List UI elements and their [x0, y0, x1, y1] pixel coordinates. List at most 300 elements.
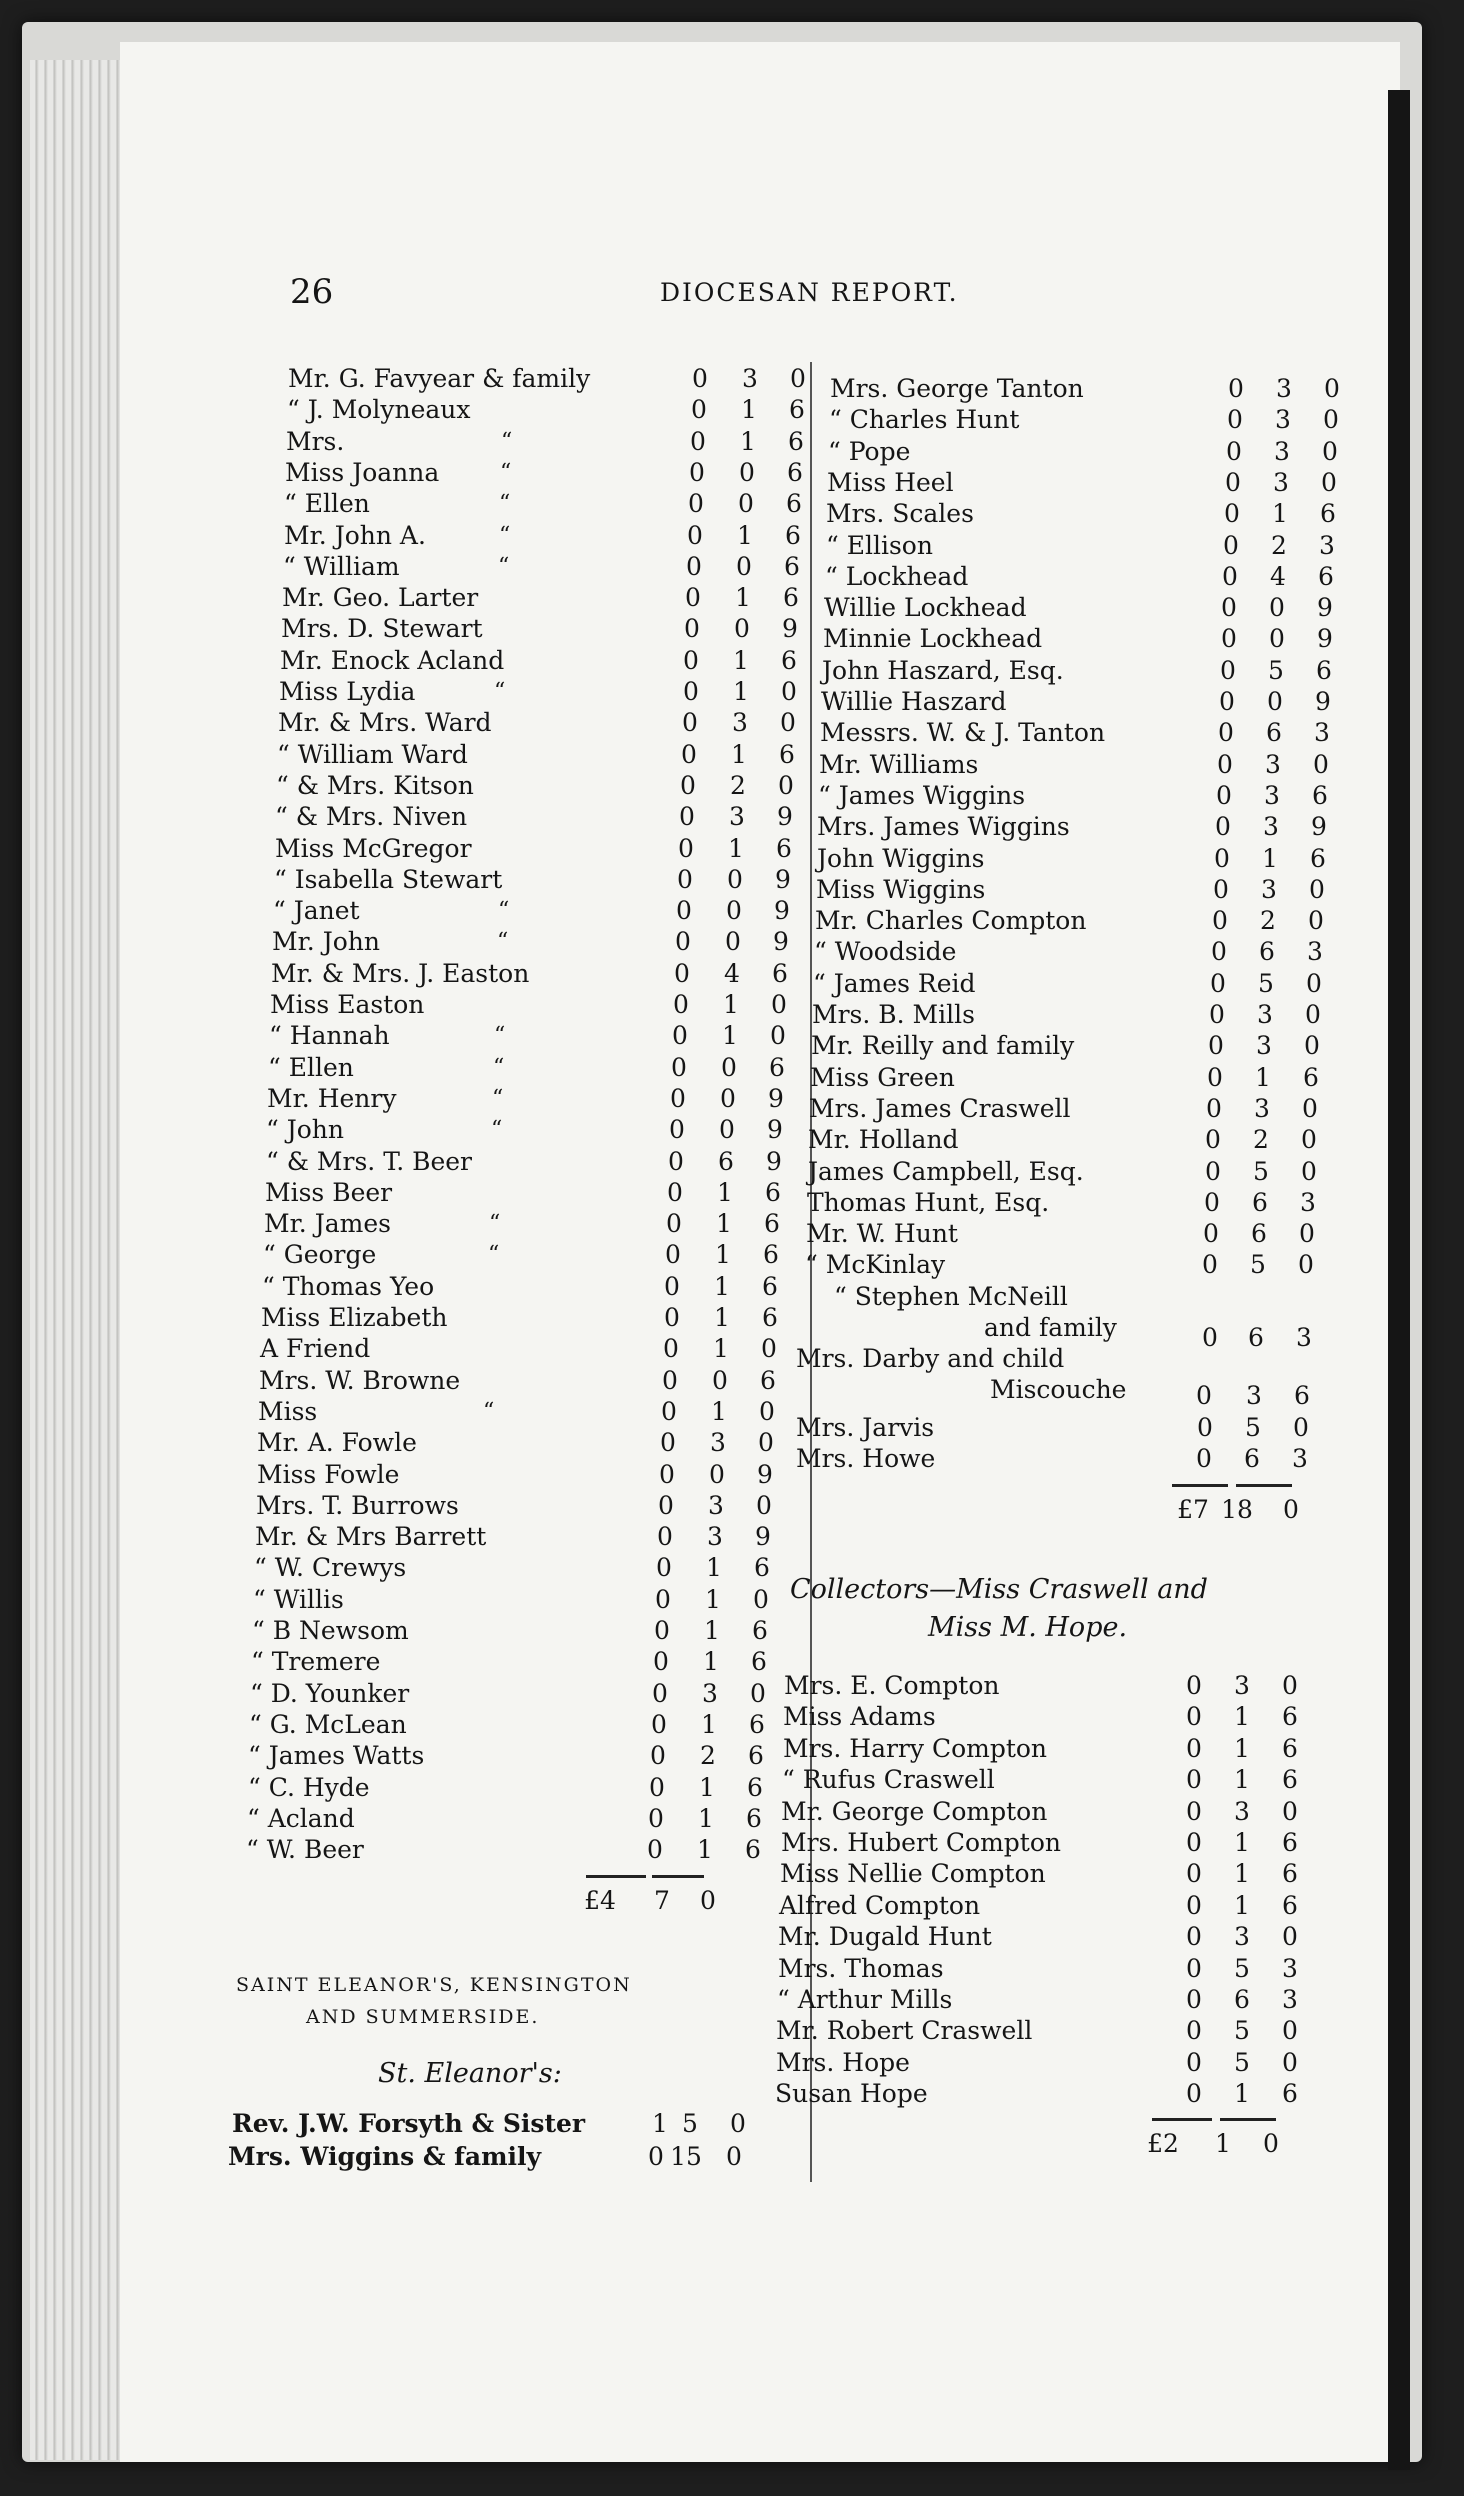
amount-pence: 6: [1282, 1765, 1298, 1794]
contributor-name: Mrs. Hope: [776, 2048, 910, 2077]
amount-pence: 0: [761, 1334, 777, 1363]
table-row: [266, 1114, 786, 1145]
amount-pence: 9: [773, 927, 789, 956]
table-row: [265, 1177, 785, 1208]
amount-shillings: 0: [726, 896, 742, 925]
table-row: [253, 1584, 773, 1615]
contributor-name: Mr. Enock Acland: [280, 646, 505, 675]
amount-shillings: 6: [1252, 1188, 1268, 1217]
contributor-name: Mrs. James Craswell: [809, 1094, 1071, 1123]
contributor-name: “ Stephen McNeill: [834, 1282, 1068, 1311]
amount-shillings: 0: [1269, 624, 1285, 653]
table-row: [284, 488, 804, 519]
table-row: [251, 1646, 771, 1677]
amount-pence: 0: [753, 1585, 769, 1614]
contributor-name: Mrs. D. Stewart: [281, 614, 483, 643]
amount-shillings: 3: [732, 708, 748, 737]
table-row: [820, 717, 1340, 748]
page-header: [290, 272, 1390, 316]
amount-pounds: 0: [666, 1209, 682, 1238]
total-rule: [1236, 1484, 1292, 1487]
amount-pence: 0: [781, 677, 797, 706]
amount-shillings: 1: [1234, 1859, 1250, 1888]
amount-pounds: 0: [1224, 499, 1240, 528]
amount-shillings: 1: [1255, 1063, 1271, 1092]
ditto-mark: “: [500, 460, 512, 485]
table-row: [784, 1670, 1304, 1701]
table-row: [775, 2078, 1298, 2109]
amount-pence: 0: [1298, 1250, 1314, 1279]
table-row: [805, 1249, 1325, 1280]
amount-shillings: 5: [1234, 2048, 1250, 2077]
total-rule: [1220, 2118, 1276, 2121]
amount-pounds: 0: [1222, 562, 1238, 591]
amount-pounds: 0: [689, 458, 705, 487]
amount-pence: 0: [1283, 1495, 1299, 1524]
amount-shillings: 3: [1246, 1381, 1262, 1410]
amount-pence: 6: [1312, 781, 1328, 810]
amount-shillings: 1: [733, 646, 749, 675]
contributor-name: Miss Beer: [265, 1178, 393, 1207]
table-row: [808, 1124, 1328, 1155]
amount-shillings: 6: [1244, 1444, 1260, 1473]
total-rule: [1152, 2118, 1212, 2121]
table-row: [827, 467, 1347, 498]
amount-pounds: 0: [687, 521, 703, 550]
amount-shillings: 0: [709, 1460, 725, 1489]
amount-pence: 6: [785, 521, 801, 550]
table-row: [264, 1208, 784, 1239]
amount-pounds: 0: [648, 2142, 664, 2171]
amount-shillings: 3: [1234, 1922, 1250, 1951]
table-row: [0, 1380, 1400, 1411]
amount-pence: 6: [1282, 1891, 1298, 1920]
amount-shillings: 0: [1267, 687, 1283, 716]
contributor-name: “ William Ward: [277, 740, 468, 769]
amount-shillings: 3: [729, 802, 745, 831]
amount-pounds: 0: [653, 1647, 669, 1676]
amount-pounds: 0: [682, 708, 698, 737]
amount-pence: 3: [1296, 1323, 1312, 1352]
ditto-mark: “: [488, 1242, 500, 1267]
amount-pence: 0: [1308, 906, 1324, 935]
table-row: [817, 811, 1337, 842]
total-row: [0, 2128, 1400, 2162]
amount-pounds: 0: [1186, 1734, 1202, 1763]
ditto-mark: “: [483, 1399, 495, 1424]
table-row: [268, 1052, 788, 1083]
amount-pounds: £4: [584, 1886, 616, 1915]
contributor-name: “ George: [263, 1240, 377, 1269]
contributor-name: Willie Haszard: [821, 687, 1007, 716]
amount-shillings: 1: [711, 1397, 727, 1426]
contributor-name: Mr. & Mrs. J. Easton: [271, 959, 530, 988]
amount-pounds: 0: [650, 1741, 666, 1770]
table-row: [780, 1858, 1300, 1889]
contributor-name: John Haszard, Esq.: [822, 656, 1064, 685]
contributor-name: Miss: [258, 1397, 318, 1426]
section-title: SAINT ELEANOR'S, KENSINGTON: [236, 1974, 632, 1996]
amount-pounds: 0: [1205, 1125, 1221, 1154]
contributor-name: and family: [984, 1313, 1117, 1342]
amount-pounds: 0: [684, 614, 700, 643]
table-row: [776, 2015, 1296, 2046]
contributor-name: James Campbell, Esq.: [808, 1157, 1084, 1186]
contributor-name: Miss McGregor: [275, 834, 472, 863]
amount-pence: 6: [748, 1741, 764, 1770]
table-row: [285, 457, 805, 488]
contributor-name: “ J. Molyneaux: [287, 395, 471, 424]
amount-shillings: 1: [735, 583, 751, 612]
contributor-name: “ Ellen: [268, 1053, 354, 1082]
amount-shillings: 5: [1234, 2016, 1250, 2045]
ditto-mark: “: [499, 491, 511, 516]
amount-pounds: 0: [670, 1084, 686, 1113]
amount-pounds: 0: [688, 489, 704, 518]
amount-pounds: 0: [1214, 844, 1230, 873]
amount-pounds: 0: [1217, 750, 1233, 779]
contributor-name: “ McKinlay: [805, 1250, 946, 1279]
amount-shillings: 1: [731, 740, 747, 769]
amount-pence: 0: [1321, 468, 1337, 497]
amount-pounds: 0: [1208, 1031, 1224, 1060]
amount-pounds: 0: [662, 1366, 678, 1395]
table-row: [826, 530, 1346, 561]
amount-pence: 6: [1294, 1381, 1310, 1410]
amount-pounds: 0: [659, 1460, 675, 1489]
amount-pence: 0: [1324, 374, 1340, 403]
amount-pounds: 0: [658, 1491, 674, 1520]
table-row: [272, 926, 792, 957]
amount-shillings: 0: [736, 552, 752, 581]
amount-pence: 6: [1316, 656, 1332, 685]
running-head: DIOCESAN REPORT.: [660, 278, 959, 307]
amount-pounds: 0: [667, 1178, 683, 1207]
amount-pounds: 0: [1205, 1157, 1221, 1186]
amount-shillings: 0: [734, 614, 750, 643]
contributor-name: “ C. Hyde: [248, 1773, 370, 1802]
amount-pounds: 0: [657, 1522, 673, 1551]
amount-pence: 3: [1314, 718, 1330, 747]
contributor-name: “ Hannah: [269, 1021, 390, 1050]
amount-pounds: 0: [652, 1679, 668, 1708]
amount-pounds: 0: [1226, 437, 1242, 466]
amount-pounds: 0: [655, 1585, 671, 1614]
amount-pounds: 0: [663, 1334, 679, 1363]
amount-shillings: 1: [716, 1209, 732, 1238]
amount-pence: 0: [726, 2142, 742, 2171]
amount-shillings: 6: [1266, 718, 1282, 747]
amount-shillings: 6: [718, 1147, 734, 1176]
amount-shillings: 5: [1245, 1413, 1261, 1442]
table-row: [817, 843, 1337, 874]
table-row: [286, 426, 806, 457]
amount-pounds: 0: [1202, 1323, 1218, 1352]
contributor-name: “ Janet: [273, 896, 360, 925]
table-row: [781, 1827, 1301, 1858]
amount-pounds: 0: [1186, 1765, 1202, 1794]
amount-pence: 0: [1309, 875, 1325, 904]
amount-pence: 0: [770, 1021, 786, 1050]
contributor-name: Rev. J.W. Forsyth & Sister: [232, 2109, 586, 2138]
amount-pence: 0: [1282, 1922, 1298, 1951]
contributor-name: “ Isabella Stewart: [274, 865, 503, 894]
subheading: St. Eleanor's:: [378, 2058, 562, 2089]
table-row: [267, 1083, 787, 1114]
ditto-mark: “: [492, 1086, 504, 1111]
amount-pence: 0: [1282, 1671, 1298, 1700]
amount-pence: 6: [751, 1647, 767, 1676]
contributor-name: Miss Wiggins: [816, 875, 986, 904]
contributor-name: “ Rufus Craswell: [782, 1765, 995, 1794]
ditto-mark: “: [491, 1117, 503, 1142]
amount-pounds: 0: [678, 834, 694, 863]
amount-pounds: £2: [1147, 2129, 1179, 2158]
amount-pounds: 0: [664, 1272, 680, 1301]
amount-pounds: 0: [1186, 1954, 1202, 1983]
amount-pounds: 0: [685, 583, 701, 612]
amount-shillings: 3: [708, 1491, 724, 1520]
contributor-name: Mr. Williams: [819, 750, 979, 779]
contributor-name: Minnie Lockhead: [823, 624, 1043, 653]
amount-shillings: 6: [1259, 937, 1275, 966]
amount-shillings: 5: [1250, 1250, 1266, 1279]
amount-pence: 6: [746, 1804, 762, 1833]
amount-shillings: 6: [1234, 1985, 1250, 2014]
contributor-name: “ Tremere: [251, 1647, 381, 1676]
contributor-name: Mrs. T. Burrows: [256, 1491, 459, 1520]
amount-shillings: 5: [1234, 1954, 1250, 1983]
amount-pounds: 0: [1186, 2016, 1202, 2045]
amount-pounds: 0: [1186, 2079, 1202, 2108]
amount-shillings: 6: [1251, 1219, 1267, 1248]
contributor-name: “ John: [266, 1115, 345, 1144]
amount-pence: 0: [771, 990, 787, 1019]
amount-pence: 0: [1299, 1219, 1315, 1248]
amount-pounds: 0: [1218, 718, 1234, 747]
amount-pounds: 0: [683, 646, 699, 675]
amount-pounds: 0: [1197, 1413, 1213, 1442]
table-row: [782, 1764, 1302, 1795]
amount-pounds: 0: [1219, 687, 1235, 716]
amount-pounds: 0: [1186, 1859, 1202, 1888]
contributor-name: Mrs. Darby and child: [796, 1344, 1065, 1373]
amount-pence: 0: [1322, 437, 1338, 466]
amount-shillings: 1: [701, 1710, 717, 1739]
amount-pounds: 0: [1203, 1219, 1219, 1248]
contributor-name: Messrs. W. & J. Tanton: [820, 718, 1106, 747]
amount-pence: 3: [1282, 1954, 1298, 1983]
amount-pounds: 0: [1221, 624, 1237, 653]
table-row: [824, 592, 1344, 623]
table-row: [809, 1093, 1329, 1124]
amount-pounds: 0: [1212, 906, 1228, 935]
amount-pounds: 0: [1225, 468, 1241, 497]
contributor-name: Mrs. Thomas: [778, 1954, 944, 1983]
amount-pence: 6: [783, 583, 799, 612]
amount-pounds: 0: [674, 959, 690, 988]
amount-pence: 9: [775, 865, 791, 894]
table-row: [266, 1146, 786, 1177]
amount-pence: 9: [1317, 624, 1333, 653]
amount-pence: 6: [1282, 1828, 1298, 1857]
table-row: [257, 1459, 777, 1490]
amount-shillings: 0: [739, 458, 755, 487]
amount-pence: 0: [1282, 1797, 1298, 1826]
amount-shillings: 2: [1260, 906, 1276, 935]
amount-shillings: 1: [713, 1334, 729, 1363]
table-row: [269, 1020, 789, 1051]
amount-pence: 6: [764, 1209, 780, 1238]
table-row: [275, 833, 795, 864]
amount-pounds: 0: [1186, 1671, 1202, 1700]
amount-pounds: 0: [1215, 812, 1231, 841]
amount-shillings: 3: [1256, 1031, 1272, 1060]
amount-pounds: 0: [664, 1303, 680, 1332]
amount-pounds: 0: [1223, 531, 1239, 560]
amount-pounds: 0: [1186, 1828, 1202, 1857]
amount-pence: 0: [1301, 1125, 1317, 1154]
amount-pence: 0: [1282, 2016, 1298, 2045]
amount-shillings: 1: [741, 395, 757, 424]
amount-pounds: 0: [1196, 1381, 1212, 1410]
amount-pounds: 0: [669, 1115, 685, 1144]
amount-pence: 6: [786, 489, 802, 518]
table-row: [807, 1187, 1327, 1218]
amount-pence: 9: [767, 1115, 783, 1144]
table-row: [821, 686, 1341, 717]
contributor-name: “ Ellen: [284, 489, 370, 518]
ditto-mark: “: [494, 679, 506, 704]
amount-shillings: 0: [738, 489, 754, 518]
table-row: [262, 1271, 782, 1302]
ditto-mark: “: [498, 554, 510, 579]
table-row: [819, 749, 1339, 780]
amount-pounds: 0: [1196, 1444, 1212, 1473]
contributor-name: Mr. Holland: [808, 1125, 959, 1154]
contributor-name: Willie Lockhead: [824, 593, 1027, 622]
amount-pence: 6: [1318, 562, 1334, 591]
contributor-name: Mr. Geo. Larter: [282, 583, 479, 612]
contributor-name: “ & Mrs. T. Beer: [266, 1147, 473, 1176]
amount-pence: 6: [781, 646, 797, 675]
table-row: [829, 404, 1349, 435]
amount-pence: 0: [1293, 1413, 1309, 1442]
amount-pence: 6: [779, 740, 795, 769]
amount-pence: 6: [784, 552, 800, 581]
amount-pounds: 0: [1210, 969, 1226, 998]
amount-pence: 0: [700, 1886, 716, 1915]
table-row: [252, 1615, 772, 1646]
amount-pence: 6: [749, 1710, 765, 1739]
contributor-name: John Wiggins: [817, 844, 985, 873]
contributor-name: “ William: [283, 552, 400, 581]
contributor-name: “ Charles Hunt: [829, 405, 1020, 434]
table-row: [250, 1678, 770, 1709]
contributor-name: Miss Joanna: [285, 458, 440, 487]
contributor-name: Mr. Reilly and family: [811, 1031, 1075, 1060]
collectors-heading: Miss M. Hope.: [928, 1612, 1128, 1643]
amount-pence: 6: [776, 834, 792, 863]
table-row: [270, 989, 790, 1020]
table-row: [777, 1984, 1297, 2015]
amount-pounds: 0: [1186, 1985, 1202, 2014]
amount-pence: 0: [1313, 750, 1329, 779]
amount-shillings: 1: [733, 677, 749, 706]
contributor-name: Miscouche: [990, 1375, 1127, 1404]
amount-pounds: 0: [1216, 781, 1232, 810]
table-row: [814, 936, 1334, 967]
amount-pence: 6: [762, 1303, 778, 1332]
section-title: AND SUMMERSIDE.: [306, 2006, 540, 2028]
amount-pounds: 0: [656, 1553, 672, 1582]
amount-shillings: 2: [700, 1741, 716, 1770]
ditto-mark: “: [494, 1023, 506, 1048]
amount-shillings: 1: [1234, 1702, 1250, 1731]
contributor-name: Mrs. B. Mills: [812, 1000, 975, 1029]
amount-shillings: 5: [1258, 969, 1274, 998]
contributor-name: Mr. James: [264, 1209, 391, 1238]
amount-pounds: 0: [673, 990, 689, 1019]
amount-pence: 6: [788, 427, 804, 456]
amount-shillings: 0: [727, 865, 743, 894]
amount-pence: 0: [730, 2109, 746, 2138]
amount-pence: 6: [1282, 1734, 1298, 1763]
amount-shillings: 3: [1234, 1797, 1250, 1826]
amount-pence: 0: [1305, 1000, 1321, 1029]
amount-pence: 0: [1263, 2129, 1279, 2158]
amount-shillings: 3: [707, 1522, 723, 1551]
contributor-name: Mrs. Scales: [826, 499, 974, 528]
contributor-name: “ Willis: [253, 1585, 344, 1614]
contributor-name: “ W. Crewys: [254, 1553, 407, 1582]
table-row: [783, 1733, 1303, 1764]
contributor-name: Mr. John: [272, 927, 380, 956]
amount-pounds: 0: [1186, 1922, 1202, 1951]
amount-pence: 6: [1303, 1063, 1319, 1092]
contributor-name: Susan Hope: [775, 2079, 928, 2108]
table-row: [778, 1921, 1298, 1952]
contributor-name: Miss Nellie Compton: [780, 1859, 1046, 1888]
contributor-name: Mr. & Mrs Barrett: [255, 1522, 487, 1551]
amount-pence: 6: [789, 395, 805, 424]
contributor-name: “ James Reid: [813, 969, 976, 998]
table-row: [278, 707, 798, 738]
amount-shillings: 7: [654, 1886, 670, 1915]
contributor-name: “ & Mrs. Kitson: [276, 771, 474, 800]
table-row: [825, 561, 1345, 592]
amount-shillings: 3: [1276, 374, 1292, 403]
contributor-name: “ Woodside: [814, 937, 957, 966]
amount-pence: 9: [757, 1460, 773, 1489]
amount-pounds: 0: [665, 1240, 681, 1269]
amount-shillings: 2: [730, 771, 746, 800]
amount-pounds: 0: [1228, 374, 1244, 403]
amount-pence: 9: [777, 802, 793, 831]
contributor-name: Mr. John A.: [284, 521, 426, 550]
amount-pounds: 0: [680, 771, 696, 800]
amount-shillings: 1: [723, 990, 739, 1019]
amount-pence: 6: [1282, 1859, 1298, 1888]
contributor-name: “ Arthur Mills: [777, 1985, 953, 2014]
amount-shillings: 3: [710, 1428, 726, 1457]
table-row: [246, 1834, 766, 1865]
amount-pence: 9: [1315, 687, 1331, 716]
table-row: [248, 1740, 768, 1771]
amount-shillings: 1: [1272, 499, 1288, 528]
table-row: [284, 520, 804, 551]
amount-pounds: 0: [679, 802, 695, 831]
